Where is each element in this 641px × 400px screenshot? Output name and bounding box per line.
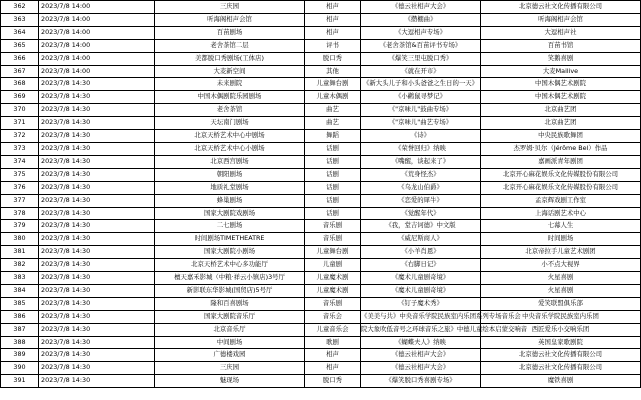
row-number-cell[interactable]: 366 — [1, 52, 39, 65]
organizer-cell[interactable]: 北京开心麻花娱乐文化传媒股份有限公司 — [481, 181, 641, 194]
organizer-cell[interactable]: 中央音乐学院民族室内乐团 — [481, 310, 641, 323]
datetime-cell[interactable]: 2023/7/8 14:30 — [39, 168, 155, 181]
table-row — [1, 259, 641, 272]
organizer-cell[interactable]: 时间剧场 — [481, 233, 641, 246]
table-row — [1, 310, 641, 323]
venue-cell[interactable]: 新影联东华影城(国贸店)5号厅 — [155, 284, 305, 297]
datetime-cell[interactable]: 2023/7/8 14:30 — [39, 194, 155, 207]
table-row — [1, 323, 641, 336]
datetime-cell[interactable]: 2023/7/8 14:30 — [39, 297, 155, 310]
table-row — [1, 78, 641, 91]
venue-cell[interactable]: 三庆园 — [155, 362, 305, 375]
venue-cell[interactable]: 百苗剧场 — [155, 26, 305, 39]
datetime-cell[interactable]: 2023/7/8 14:30 — [39, 91, 155, 104]
datetime-cell[interactable]: 2023/7/8 14:30 — [39, 259, 155, 272]
table-row — [1, 168, 641, 181]
table-body — [1, 1, 641, 388]
row-number-cell[interactable]: 376 — [1, 181, 39, 194]
title-cell[interactable]: 《小鹳鼠寻梦记》 — [361, 91, 481, 104]
category-cell[interactable]: 话剧 — [305, 181, 361, 194]
category-cell[interactable]: 儿童舞台剧 — [305, 246, 361, 259]
organizer-cell[interactable]: 火星喜剧 — [481, 284, 641, 297]
venue-cell[interactable]: 朝阳剧场 — [155, 168, 305, 181]
venue-cell[interactable]: 广德楼戏园 — [155, 349, 305, 362]
organizer-cell[interactable]: 七幕人生 — [481, 220, 641, 233]
organizer-cell[interactable]: 大麦Mailive — [481, 65, 641, 78]
venue-cell[interactable]: 北京天桥艺术中心小剧场 — [155, 142, 305, 155]
row-number-cell[interactable]: 388 — [1, 336, 39, 349]
row-number-cell[interactable]: 386 — [1, 310, 39, 323]
title-cell[interactable]: 《魔术儿童剧奇境》 — [361, 272, 481, 285]
title-cell[interactable]: 《新大头儿子和小头爸爸之生日的一天》 — [361, 78, 481, 91]
row-number-cell[interactable]: 373 — [1, 142, 39, 155]
title-cell[interactable]: 《右脚日记》 — [361, 259, 481, 272]
category-cell[interactable]: 儿童音乐会 — [305, 323, 361, 336]
title-cell[interactable]: 《德云社相声大会》 — [361, 362, 481, 375]
title-cell[interactable]: 《觉醒年代》 — [361, 207, 481, 220]
table-row — [1, 13, 641, 26]
table-row — [1, 104, 641, 117]
datetime-cell[interactable]: 2023/7/8 14:30 — [39, 117, 155, 130]
category-cell[interactable]: 曲艺 — [305, 104, 361, 117]
organizer-cell[interactable]: 上海话剧艺术中心 — [481, 207, 641, 220]
table-row — [1, 181, 641, 194]
table-row — [1, 91, 641, 104]
venue-cell[interactable]: 中间剧场 — [155, 336, 305, 349]
organizer-cell[interactable]: 西匠爱乐小交响乐团 — [481, 323, 641, 336]
datetime-cell[interactable]: 2023/7/8 14:30 — [39, 336, 155, 349]
category-cell[interactable]: 舞蹈 — [305, 130, 361, 143]
table-row — [1, 349, 641, 362]
organizer-cell[interactable]: 魔铁喜剧 — [481, 375, 641, 388]
title-cell[interactable]: 《诗》 — [361, 130, 481, 143]
venue-cell[interactable]: 天坛南门剧场 — [155, 117, 305, 130]
title-cell[interactable]: 《德云社相声大会》 — [361, 1, 481, 14]
row-number-cell[interactable]: 377 — [1, 194, 39, 207]
datetime-cell[interactable]: 2023/7/8 14:00 — [39, 39, 155, 52]
organizer-cell[interactable]: 北京曲艺团 — [481, 117, 641, 130]
row-number-cell[interactable]: 379 — [1, 220, 39, 233]
row-number-cell[interactable]: 381 — [1, 246, 39, 259]
venue-cell[interactable]: 美都脱口秀剧场(工体店) — [155, 52, 305, 65]
title-cell[interactable]: 《大逗相声专场》 — [361, 26, 481, 39]
table-row — [1, 117, 641, 130]
venue-cell[interactable]: 魅现场 — [155, 375, 305, 388]
row-number-cell[interactable]: 372 — [1, 130, 39, 143]
title-cell[interactable]: 《钉子魔术秀》 — [361, 297, 481, 310]
category-cell[interactable]: 儿童魔术剧 — [305, 284, 361, 297]
venue-cell[interactable]: 北京西宫剧场 — [155, 155, 305, 168]
datetime-cell[interactable]: 2023/7/8 14:30 — [39, 142, 155, 155]
table-row — [1, 246, 641, 259]
datetime-cell[interactable]: 2023/7/8 14:30 — [39, 181, 155, 194]
row-number-cell[interactable]: 375 — [1, 168, 39, 181]
category-cell[interactable]: 脱口秀 — [305, 375, 361, 388]
row-number-cell[interactable]: 371 — [1, 117, 39, 130]
table-row — [1, 233, 641, 246]
category-cell[interactable]: 相声 — [305, 26, 361, 39]
row-number-cell[interactable]: 364 — [1, 26, 39, 39]
title-cell[interactable]: 《恋爱的犀牛》 — [361, 194, 481, 207]
title-cell[interactable]: 《攒棚曲》 — [361, 13, 481, 26]
table-row — [1, 155, 641, 168]
venue-cell[interactable]: 檀天嘉禾影城（中粮·祥云小镇店)3号厅 — [155, 272, 305, 285]
venue-cell[interactable]: 隆和百喜剧场 — [155, 297, 305, 310]
category-cell[interactable]: 相声 — [305, 349, 361, 362]
row-number-cell[interactable]: 389 — [1, 349, 39, 362]
title-cell[interactable]: 《嘴醒，谈起来了》 — [361, 155, 481, 168]
title-cell[interactable]: 院大象吹低音号之环球音乐之旅》中德儿童绘本启蒙交响音 — [361, 323, 481, 336]
datetime-cell[interactable]: 2023/7/8 14:30 — [39, 78, 155, 91]
venue-cell[interactable]: 老舍茶馆二层 — [155, 39, 305, 52]
datetime-cell[interactable]: 2023/7/8 14:30 — [39, 349, 155, 362]
organizer-cell[interactable]: 北京曲艺团 — [481, 104, 641, 117]
datetime-cell[interactable]: 2023/7/8 14:30 — [39, 310, 155, 323]
row-number-cell[interactable]: 385 — [1, 297, 39, 310]
row-number-cell[interactable]: 369 — [1, 91, 39, 104]
datetime-cell[interactable]: 2023/7/8 14:30 — [39, 246, 155, 259]
row-number-cell[interactable]: 378 — [1, 207, 39, 220]
datetime-cell[interactable]: 2023/7/8 14:30 — [39, 104, 155, 117]
venue-cell[interactable]: 三庆园 — [155, 1, 305, 14]
organizer-cell[interactable]: 北京德云社文化传播有限公司 — [481, 362, 641, 375]
title-cell[interactable]: 《乌龙山伯爵》 — [361, 181, 481, 194]
table-row — [1, 39, 641, 52]
venue-cell[interactable]: 蜂巢剧场 — [155, 194, 305, 207]
organizer-cell[interactable]: 小不点大视界 — [481, 259, 641, 272]
table-row — [1, 375, 641, 388]
datetime-cell[interactable]: 2023/7/8 14:30 — [39, 375, 155, 388]
category-cell[interactable]: 话剧 — [305, 155, 361, 168]
category-cell[interactable]: 其他 — [305, 65, 361, 78]
title-cell[interactable]: 《德云社相声大会》 — [361, 349, 481, 362]
venue-cell[interactable]: 国家大剧院音乐厅 — [155, 310, 305, 323]
table-row — [1, 220, 641, 233]
title-cell[interactable]: 《美美与共》中央音乐学院民族室内乐团系列专场音乐会 — [361, 310, 481, 323]
datetime-cell[interactable]: 2023/7/8 14:00 — [39, 65, 155, 78]
row-number-cell[interactable]: 390 — [1, 362, 39, 375]
organizer-cell[interactable]: 北京开心麻花娱乐文化传媒股份有限公司 — [481, 168, 641, 181]
organizer-cell[interactable]: 孟京辉戏剧工作室 — [481, 194, 641, 207]
title-cell[interactable]: 《我，堂吉诃德》中文版 — [361, 220, 481, 233]
category-cell[interactable]: 音乐剧 — [305, 233, 361, 246]
organizer-cell[interactable]: 大逗相声社 — [481, 26, 641, 39]
table-row — [1, 194, 641, 207]
datetime-cell[interactable]: 2023/7/8 14:00 — [39, 1, 155, 14]
table-row — [1, 65, 641, 78]
category-cell[interactable]: 儿童舞台剧 — [305, 78, 361, 91]
table-row — [1, 362, 641, 375]
title-cell[interactable]: 《荣誉回归》纳映 — [361, 142, 481, 155]
title-cell[interactable]: 《就在开市》 — [361, 65, 481, 78]
organizer-cell[interactable]: 中国木偶艺术剧院 — [481, 78, 641, 91]
category-cell[interactable]: 音乐剧 — [305, 297, 361, 310]
organizer-cell[interactable]: 中国木偶艺术剧院 — [481, 91, 641, 104]
category-cell[interactable]: 话剧 — [305, 142, 361, 155]
venue-cell[interactable]: 中国木偶剧院乐园剧场 — [155, 91, 305, 104]
table-row — [1, 272, 641, 285]
title-cell[interactable]: 《"京味儿"曲艺专场》 — [361, 117, 481, 130]
organizer-cell[interactable]: 杰罗姆·贝尔（Jérôme Bel）作品 — [481, 142, 641, 155]
organizer-cell[interactable]: 听海阁相声会馆 — [481, 13, 641, 26]
datetime-cell[interactable]: 2023/7/8 14:30 — [39, 207, 155, 220]
venue-cell[interactable]: 老舍茶馆 — [155, 104, 305, 117]
venue-cell[interactable]: 未来剧院 — [155, 78, 305, 91]
row-number-cell[interactable]: 370 — [1, 104, 39, 117]
datetime-cell[interactable]: 2023/7/8 14:00 — [39, 26, 155, 39]
title-cell[interactable]: 《小羊肖恩》 — [361, 246, 481, 259]
datetime-cell[interactable]: 2023/7/8 14:30 — [39, 155, 155, 168]
venue-cell[interactable]: 地质礼堂剧场 — [155, 181, 305, 194]
table-row — [1, 26, 641, 39]
organizer-cell[interactable]: 爱笑联盟俱乐部 — [481, 297, 641, 310]
title-cell[interactable]: 《蝴蝶夫人》纳映 — [361, 336, 481, 349]
category-cell[interactable]: 儿童剧 — [305, 259, 361, 272]
title-cell[interactable]: 《魔术儿童剧奇境》 — [361, 284, 481, 297]
organizer-cell[interactable]: 北京德云社文化传播有限公司 — [481, 1, 641, 14]
venue-cell[interactable]: 时间剧场TIMETHEATRE — [155, 233, 305, 246]
row-number-cell[interactable]: 387 — [1, 323, 39, 336]
title-cell[interactable]: 《威尼斯商人》 — [361, 233, 481, 246]
category-cell[interactable]: 评书 — [305, 39, 361, 52]
category-cell[interactable]: 相声 — [305, 1, 361, 14]
organizer-cell[interactable]: 英国皇家歌剧院 — [481, 336, 641, 349]
row-number-cell[interactable]: 367 — [1, 65, 39, 78]
datetime-cell[interactable]: 2023/7/8 14:00 — [39, 52, 155, 65]
category-cell[interactable]: 曲艺 — [305, 117, 361, 130]
row-number-cell[interactable]: 374 — [1, 155, 39, 168]
category-cell[interactable]: 音乐会 — [305, 310, 361, 323]
datetime-cell[interactable]: 2023/7/8 14:30 — [39, 130, 155, 143]
organizer-cell[interactable]: 百苗书馆 — [481, 39, 641, 52]
venue-cell[interactable]: 大麦新空间 — [155, 65, 305, 78]
datetime-cell[interactable]: 2023/7/8 14:30 — [39, 362, 155, 375]
row-number-cell[interactable]: 384 — [1, 284, 39, 297]
table-row — [1, 1, 641, 14]
organizer-cell[interactable]: 北京帝拉手儿童艺术剧团 — [481, 246, 641, 259]
category-cell[interactable]: 脱口秀 — [305, 52, 361, 65]
row-number-cell[interactable]: 363 — [1, 13, 39, 26]
table-row — [1, 52, 641, 65]
category-cell[interactable]: 儿童木偶剧 — [305, 91, 361, 104]
venue-cell[interactable]: 国家大剧院戏剧场 — [155, 207, 305, 220]
datetime-cell[interactable]: 2023/7/8 14:30 — [39, 233, 155, 246]
datetime-cell[interactable]: 2023/7/8 14:30 — [39, 272, 155, 285]
venue-cell[interactable]: 二七剧场 — [155, 220, 305, 233]
organizer-cell[interactable]: 中央民族歌舞团 — [481, 130, 641, 143]
venue-cell[interactable]: 听海阁相声会馆 — [155, 13, 305, 26]
datetime-cell[interactable]: 2023/7/8 14:30 — [39, 323, 155, 336]
category-cell[interactable]: 话剧 — [305, 168, 361, 181]
title-cell[interactable]: 《荒身怪杰》 — [361, 168, 481, 181]
title-cell[interactable]: 《"京味儿"鼓曲专场》 — [361, 104, 481, 117]
title-cell[interactable]: 《爆笑三里屯脱口秀》 — [361, 52, 481, 65]
table-row — [1, 297, 641, 310]
venue-cell[interactable]: 北京音乐厅 — [155, 323, 305, 336]
row-number-cell[interactable]: 380 — [1, 233, 39, 246]
row-number-cell[interactable]: 391 — [1, 375, 39, 388]
category-cell[interactable]: 相声 — [305, 13, 361, 26]
organizer-cell[interactable]: 火星喜剧 — [481, 272, 641, 285]
category-cell[interactable]: 话剧 — [305, 207, 361, 220]
organizer-cell[interactable]: 北京德云社文化传播有限公司 — [481, 349, 641, 362]
table-row — [1, 207, 641, 220]
category-cell[interactable]: 歌剧 — [305, 336, 361, 349]
title-cell[interactable]: 《爆笑脱口秀喜剧专场》 — [361, 375, 481, 388]
venue-cell[interactable]: 北京天桥艺术中心多功能厅 — [155, 259, 305, 272]
row-number-cell[interactable]: 365 — [1, 39, 39, 52]
table-row — [1, 130, 641, 143]
organizer-cell[interactable]: 嘉画派青年剧团 — [481, 155, 641, 168]
row-number-cell[interactable]: 383 — [1, 272, 39, 285]
row-number-cell[interactable]: 362 — [1, 1, 39, 14]
table-row — [1, 142, 641, 155]
title-cell[interactable]: 《老舍茶馆&百苗评书专场》 — [361, 39, 481, 52]
organizer-cell[interactable]: 笑鹅喜剧 — [481, 52, 641, 65]
datetime-cell[interactable]: 2023/7/8 14:30 — [39, 284, 155, 297]
row-number-cell[interactable]: 368 — [1, 78, 39, 91]
category-cell[interactable]: 音乐剧 — [305, 220, 361, 233]
venue-cell[interactable]: 国家大剧院小剧场 — [155, 246, 305, 259]
datetime-cell[interactable]: 2023/7/8 14:30 — [39, 220, 155, 233]
row-number-cell[interactable]: 382 — [1, 259, 39, 272]
table-row — [1, 336, 641, 349]
table-row — [1, 284, 641, 297]
category-cell[interactable]: 相声 — [305, 362, 361, 375]
datetime-cell[interactable]: 2023/7/8 14:00 — [39, 13, 155, 26]
category-cell[interactable]: 儿童魔术剧 — [305, 272, 361, 285]
venue-cell[interactable]: 北京天桥艺术中心中剧场 — [155, 130, 305, 143]
category-cell[interactable]: 话剧 — [305, 194, 361, 207]
